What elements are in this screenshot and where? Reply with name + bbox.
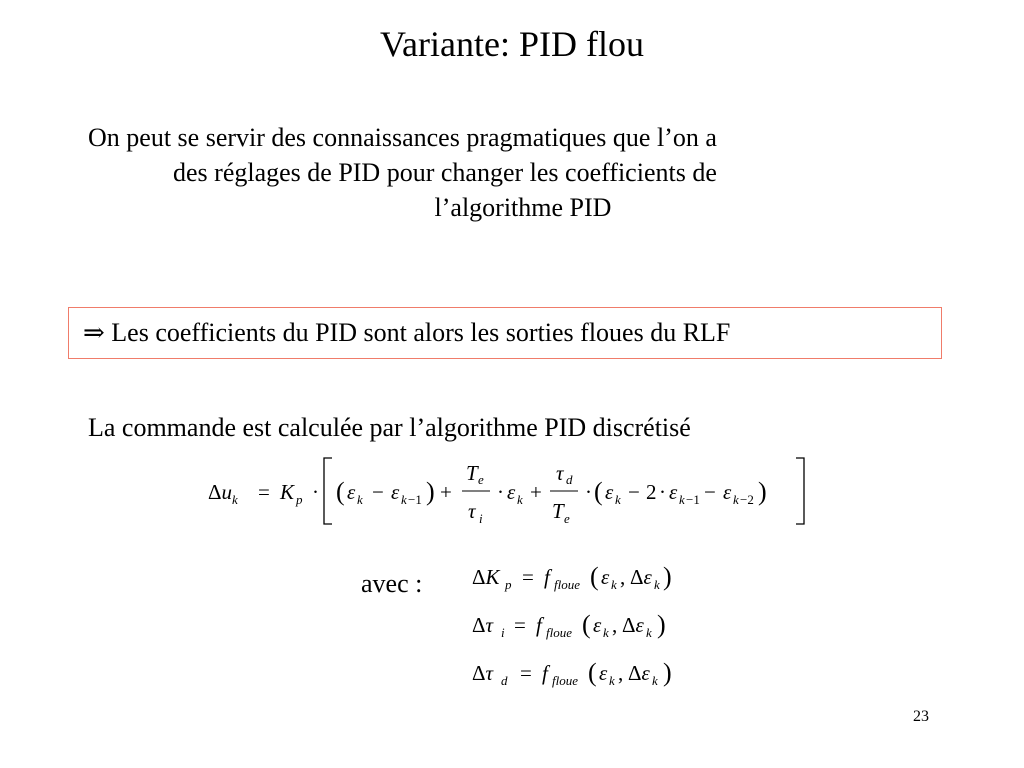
- svg-text:(: (: [590, 562, 599, 591]
- svg-text:+: +: [440, 480, 452, 504]
- svg-text:k: k: [652, 673, 658, 688]
- svg-text:): ): [426, 477, 435, 506]
- svg-text:f: f: [544, 565, 550, 589]
- svg-text:): ): [758, 477, 767, 506]
- svg-text:ε: ε: [599, 661, 608, 685]
- svg-text:ε: ε: [391, 480, 400, 504]
- svg-text:floue: floue: [554, 577, 580, 592]
- delta-kp-formula: [470, 558, 730, 598]
- svg-text:−: −: [372, 480, 384, 504]
- svg-text:ε: ε: [347, 480, 356, 504]
- delta-tau-d-formula: [470, 654, 730, 694]
- svg-text:=: =: [514, 613, 526, 637]
- svg-text:·: ·: [659, 480, 666, 504]
- intro-line-2: des réglages de PID pour changer les coefficients de: [173, 158, 717, 187]
- svg-text:floue: floue: [546, 625, 572, 640]
- svg-text:(: (: [594, 477, 603, 506]
- svg-text:τ: τ: [468, 499, 476, 523]
- svg-text:k: k: [517, 492, 523, 507]
- svg-text:Δε: Δε: [622, 613, 644, 637]
- highlight-box: [68, 307, 942, 359]
- svg-text:−1: −1: [408, 492, 422, 507]
- svg-text:k: k: [615, 492, 621, 507]
- svg-text:,: ,: [618, 661, 624, 685]
- svg-text:i: i: [501, 625, 505, 640]
- svg-text:e: e: [478, 472, 484, 487]
- svg-text:−: −: [628, 480, 640, 504]
- intro-line-1: On peut se servir des connaissances pragmatiques que l’on a: [88, 123, 717, 152]
- svg-text:ε: ε: [593, 613, 602, 637]
- svg-text:Δτ: Δτ: [472, 661, 494, 685]
- svg-text:(: (: [582, 610, 591, 639]
- svg-text:,: ,: [620, 565, 626, 589]
- svg-text:·: ·: [312, 480, 319, 504]
- svg-text:−2: −2: [740, 492, 754, 507]
- svg-text:ΔK: ΔK: [472, 565, 500, 589]
- svg-text:k: k: [654, 577, 660, 592]
- svg-text:k: k: [401, 492, 407, 507]
- svg-text:k: k: [357, 492, 363, 507]
- svg-text:): ): [663, 658, 672, 687]
- intro-paragraph: [88, 120, 958, 225]
- svg-text:T: T: [466, 461, 478, 485]
- svg-text:Δε: Δε: [628, 661, 650, 685]
- svg-text:=: =: [522, 565, 534, 589]
- implies-arrow-icon: ⇒: [83, 318, 105, 347]
- svg-text:·: ·: [497, 480, 504, 504]
- svg-text:): ): [657, 610, 666, 639]
- slide-title: Variante: PID flou: [380, 24, 644, 64]
- svg-text:ε: ε: [723, 480, 732, 504]
- svg-text:k: k: [679, 492, 685, 507]
- svg-text:k: k: [646, 625, 652, 640]
- svg-text:e: e: [564, 511, 570, 526]
- svg-text:k: k: [603, 625, 609, 640]
- svg-text:=: =: [520, 661, 532, 685]
- svg-text:d: d: [501, 673, 508, 688]
- svg-text:−: −: [704, 480, 716, 504]
- svg-text:floue: floue: [552, 673, 578, 688]
- command-text: La commande est calculée par l’algorithme PID discrétisé: [88, 413, 691, 442]
- pid-main-formula: [200, 452, 820, 530]
- svg-text:(: (: [336, 477, 345, 506]
- svg-text:,: ,: [612, 613, 618, 637]
- delta-tau-i-formula: [470, 606, 730, 646]
- intro-line-3: l’algorithme PID: [434, 193, 612, 222]
- svg-text:ε: ε: [507, 480, 516, 504]
- svg-text:=: =: [258, 480, 270, 504]
- svg-text:(: (: [588, 658, 597, 687]
- svg-text:ε: ε: [605, 480, 614, 504]
- svg-text:): ): [663, 562, 672, 591]
- svg-text:f: f: [542, 661, 548, 685]
- highlight-text: Les coefficients du PID sont alors les sorties floues du RLF: [111, 318, 731, 347]
- svg-text:p: p: [296, 492, 303, 507]
- svg-text:·: ·: [585, 480, 592, 504]
- svg-text:f: f: [536, 613, 542, 637]
- svg-text:+: +: [530, 480, 542, 504]
- svg-text:k: k: [611, 577, 617, 592]
- svg-text:i: i: [479, 511, 483, 526]
- svg-text:k: k: [733, 492, 739, 507]
- svg-text:−1: −1: [686, 492, 700, 507]
- svg-text:Δε: Δε: [630, 565, 652, 589]
- svg-text:Δuk: $\Delta u_k$: [208, 480, 238, 507]
- svg-text:K: K: [280, 480, 295, 504]
- svg-text:p: p: [505, 577, 512, 592]
- page-number: 23: [913, 708, 929, 725]
- svg-text:k: k: [609, 673, 615, 688]
- svg-text:Δτ: Δτ: [472, 613, 494, 637]
- svg-text:ε: ε: [601, 565, 610, 589]
- svg-text:d: d: [566, 472, 573, 487]
- svg-text:2: 2: [646, 480, 657, 504]
- svg-text:T: T: [552, 499, 564, 523]
- svg-text:ε: ε: [669, 480, 678, 504]
- avec-label: avec :: [361, 569, 423, 598]
- svg-text:τ: τ: [556, 461, 564, 485]
